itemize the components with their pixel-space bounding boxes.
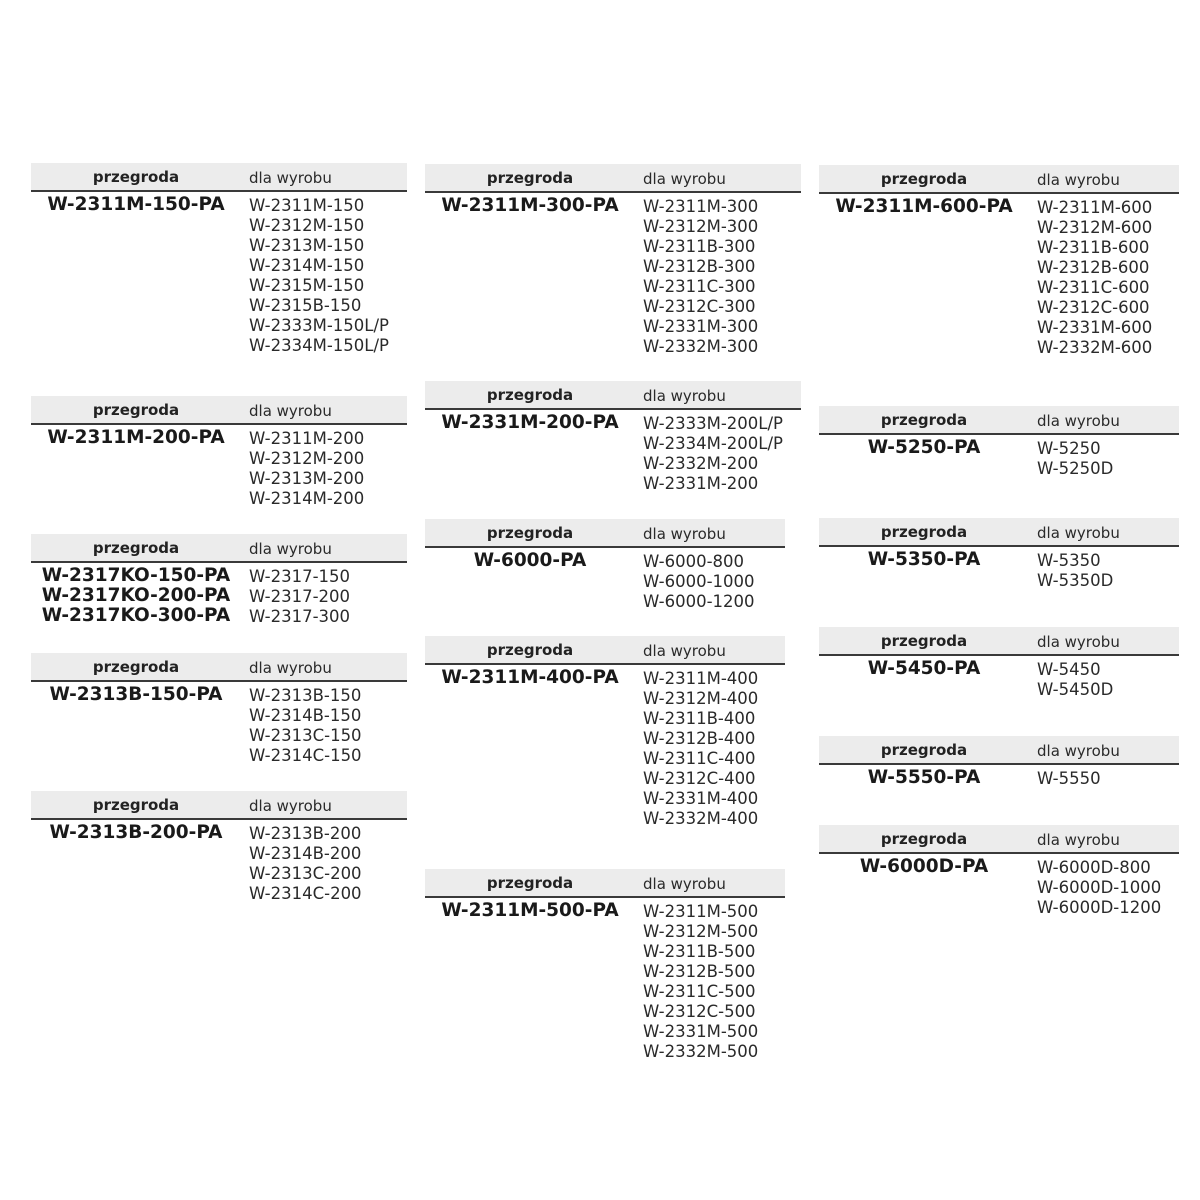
product-code: W-2314B-150 [249, 706, 362, 725]
product-code: W-2312B-600 [1037, 258, 1150, 277]
product-code: W-2314M-200 [249, 489, 365, 508]
part-number: W-2331M-200-PA [441, 412, 619, 433]
table-header [819, 825, 1179, 854]
product-code: W-2317-300 [249, 607, 351, 626]
product-list [249, 567, 350, 627]
product-code: W-6000-800 [643, 552, 745, 571]
product-code: W-2317-200 [249, 587, 351, 606]
product-code: W-6000-1000 [643, 572, 755, 591]
table-header [31, 534, 407, 563]
product-code: W-5550 [1037, 769, 1101, 788]
product-code: W-2311B-500 [643, 942, 756, 961]
header-part-label: przegroda [880, 632, 968, 650]
product-code: W-2331M-600 [1037, 318, 1153, 337]
product-code: W-2311M-300 [643, 197, 759, 216]
product-code: W-2317-150 [249, 567, 351, 586]
product-code: W-2311M-150 [249, 196, 365, 215]
header-product-label: dla wyrobu [1037, 524, 1120, 542]
part-numbers [819, 857, 1029, 877]
part-number: W-5350-PA [867, 549, 981, 570]
product-list [643, 197, 758, 357]
header-product-label: dla wyrobu [1037, 412, 1120, 430]
header-product-label: dla wyrobu [643, 387, 726, 405]
product-code: W-2314C-200 [249, 884, 362, 903]
product-code: W-2312C-500 [643, 1002, 756, 1021]
product-list [249, 686, 362, 766]
product-list [643, 552, 755, 612]
part-numbers [425, 413, 635, 433]
header-part-label: przegroda [880, 411, 968, 429]
table-header [31, 163, 407, 192]
product-code: W-2311C-400 [643, 749, 756, 768]
table-header [819, 736, 1179, 765]
header-product-label: dla wyrobu [1037, 171, 1120, 189]
header-part-label: przegroda [486, 524, 574, 542]
spec-table [819, 518, 1179, 595]
product-code: W-2311M-600 [1037, 198, 1153, 217]
header-product-label: dla wyrobu [1037, 831, 1120, 849]
spec-table [425, 519, 785, 616]
product-code: W-2312B-400 [643, 729, 756, 748]
table-body [425, 665, 785, 833]
header-part-label: przegroda [92, 796, 180, 814]
product-code: W-2331M-200 [643, 474, 759, 493]
product-code: W-2332M-400 [643, 809, 759, 828]
product-code: W-2312B-300 [643, 257, 756, 276]
part-numbers [819, 438, 1029, 458]
product-list [1037, 660, 1113, 700]
product-code: W-2331M-400 [643, 789, 759, 808]
header-product-label: dla wyrobu [643, 525, 726, 543]
product-list [643, 902, 758, 1062]
product-code: W-2314B-200 [249, 844, 362, 863]
part-number: W-2311M-150-PA [47, 194, 225, 215]
part-number: W-2311M-200-PA [47, 427, 225, 448]
product-list [1037, 769, 1101, 789]
part-numbers [31, 823, 241, 843]
product-list [1037, 551, 1113, 591]
product-code: W-5250D [1037, 459, 1114, 478]
product-code: W-2333M-150L/P [249, 316, 389, 335]
header-product-label: dla wyrobu [1037, 633, 1120, 651]
table-body [31, 425, 407, 513]
product-code: W-2315B-150 [249, 296, 362, 315]
product-code: W-2332M-200 [643, 454, 759, 473]
header-part-label: przegroda [880, 170, 968, 188]
product-code: W-2333M-200L/P [643, 414, 783, 433]
product-code: W-2311C-300 [643, 277, 756, 296]
product-code: W-2312M-600 [1037, 218, 1153, 237]
header-part-label: przegroda [92, 401, 180, 419]
table-header [31, 653, 407, 682]
part-number: W-2311M-400-PA [441, 667, 619, 688]
table-body [819, 656, 1179, 704]
header-product-label: dla wyrobu [643, 875, 726, 893]
product-code: W-2311B-400 [643, 709, 756, 728]
part-number: W-2313B-150-PA [49, 684, 223, 705]
spec-table [31, 791, 407, 908]
product-code: W-6000D-800 [1037, 858, 1151, 877]
product-code: W-2312M-400 [643, 689, 759, 708]
part-number: W-6000-PA [473, 550, 587, 571]
header-product-label: dla wyrobu [249, 169, 332, 187]
product-code: W-2332M-600 [1037, 338, 1153, 357]
table-header [31, 396, 407, 425]
part-numbers [31, 566, 241, 626]
table-header [31, 791, 407, 820]
header-part-label: przegroda [92, 658, 180, 676]
spec-table [819, 406, 1179, 483]
table-body [425, 548, 785, 616]
table-body [819, 547, 1179, 595]
spec-table [31, 534, 407, 631]
header-part-label: przegroda [486, 169, 574, 187]
header-part-label: przegroda [486, 386, 574, 404]
product-code: W-2311M-400 [643, 669, 759, 688]
part-numbers [31, 428, 241, 448]
header-part-label: przegroda [880, 830, 968, 848]
product-code: W-2313M-200 [249, 469, 365, 488]
product-code: W-2332M-500 [643, 1042, 759, 1061]
spec-table [425, 869, 785, 1066]
part-numbers [819, 659, 1029, 679]
product-code: W-2311C-500 [643, 982, 756, 1001]
part-number: W-2317KO-200-PA [41, 585, 231, 606]
product-code: W-2313C-150 [249, 726, 362, 745]
part-numbers [425, 551, 635, 571]
table-body [31, 563, 407, 631]
product-code: W-6000D-1200 [1037, 898, 1162, 917]
table-body [819, 854, 1179, 922]
part-numbers [31, 195, 241, 215]
product-list [1037, 439, 1113, 479]
table-header [819, 406, 1179, 435]
table-body [31, 192, 407, 360]
product-code: W-2331M-300 [643, 317, 759, 336]
product-code: W-2311C-600 [1037, 278, 1150, 297]
spec-table [819, 825, 1179, 922]
part-numbers [819, 550, 1029, 570]
table-body [31, 820, 407, 908]
header-part-label: przegroda [92, 539, 180, 557]
product-code: W-5450 [1037, 660, 1101, 679]
part-number: W-2317KO-150-PA [41, 565, 231, 586]
header-part-label: przegroda [880, 523, 968, 541]
product-list [1037, 198, 1152, 358]
product-code: W-2312B-500 [643, 962, 756, 981]
spec-table [819, 627, 1179, 704]
product-code: W-2334M-150L/P [249, 336, 389, 355]
product-code: W-2312M-200 [249, 449, 365, 468]
header-product-label: dla wyrobu [643, 642, 726, 660]
product-code: W-2311M-200 [249, 429, 365, 448]
product-list [643, 414, 783, 494]
part-numbers [425, 901, 635, 921]
header-product-label: dla wyrobu [249, 797, 332, 815]
product-code: W-2312C-600 [1037, 298, 1150, 317]
product-code: W-2313C-200 [249, 864, 362, 883]
part-number: W-5550-PA [867, 767, 981, 788]
product-code: W-2312M-500 [643, 922, 759, 941]
spec-table [31, 163, 407, 360]
header-part-label: przegroda [92, 168, 180, 186]
table-body [31, 682, 407, 770]
product-code: W-2312M-150 [249, 216, 365, 235]
product-code: W-2313B-150 [249, 686, 362, 705]
product-code: W-2312C-300 [643, 297, 756, 316]
table-header [425, 519, 785, 548]
product-code: W-2314M-150 [249, 256, 365, 275]
spec-table [31, 653, 407, 770]
part-number: W-2311M-600-PA [835, 196, 1013, 217]
part-number: W-5450-PA [867, 658, 981, 679]
product-code: W-6000-1200 [643, 592, 755, 611]
product-code: W-5450D [1037, 680, 1114, 699]
part-number: W-2311M-500-PA [441, 900, 619, 921]
spec-table [425, 381, 801, 498]
part-numbers [425, 668, 635, 688]
product-code: W-2311B-600 [1037, 238, 1150, 257]
header-part-label: przegroda [880, 741, 968, 759]
part-number: W-6000D-PA [859, 856, 989, 877]
part-numbers [819, 768, 1029, 788]
header-part-label: przegroda [486, 874, 574, 892]
spec-table [31, 396, 407, 513]
product-list [643, 669, 758, 829]
header-product-label: dla wyrobu [1037, 742, 1120, 760]
part-numbers [819, 197, 1029, 217]
product-code: W-2311B-300 [643, 237, 756, 256]
product-code: W-2331M-500 [643, 1022, 759, 1041]
header-product-label: dla wyrobu [249, 402, 332, 420]
table-body [425, 410, 801, 498]
part-number: W-2311M-300-PA [441, 195, 619, 216]
product-code: W-2334M-200L/P [643, 434, 783, 453]
spec-table [819, 165, 1179, 362]
product-list [1037, 858, 1161, 918]
product-code: W-6000D-1000 [1037, 878, 1162, 897]
table-header [819, 518, 1179, 547]
header-product-label: dla wyrobu [643, 170, 726, 188]
table-body [819, 435, 1179, 483]
product-list [249, 824, 362, 904]
table-header [425, 381, 801, 410]
product-code: W-5350 [1037, 551, 1101, 570]
spec-table [425, 164, 801, 361]
product-code: W-5250 [1037, 439, 1101, 458]
product-list [249, 429, 364, 509]
table-header [425, 164, 801, 193]
table-body [819, 765, 1179, 793]
product-code: W-5350D [1037, 571, 1114, 590]
table-body [425, 898, 785, 1066]
product-code: W-2314C-150 [249, 746, 362, 765]
product-code: W-2313B-200 [249, 824, 362, 843]
table-body [425, 193, 801, 361]
part-numbers [31, 685, 241, 705]
product-code: W-2332M-300 [643, 337, 759, 356]
header-product-label: dla wyrobu [249, 659, 332, 677]
table-header [819, 165, 1179, 194]
product-code: W-2313M-150 [249, 236, 365, 255]
product-code: W-2311M-500 [643, 902, 759, 921]
spec-table [425, 636, 785, 833]
product-code: W-2312C-400 [643, 769, 756, 788]
table-header [819, 627, 1179, 656]
table-header [425, 636, 785, 665]
product-code: W-2312M-300 [643, 217, 759, 236]
part-number: W-2317KO-300-PA [41, 605, 231, 626]
part-number: W-2313B-200-PA [49, 822, 223, 843]
spec-table [819, 736, 1179, 793]
header-product-label: dla wyrobu [249, 540, 332, 558]
product-code: W-2315M-150 [249, 276, 365, 295]
table-header [425, 869, 785, 898]
product-list [249, 196, 389, 356]
header-part-label: przegroda [486, 641, 574, 659]
table-body [819, 194, 1179, 362]
part-number: W-5250-PA [867, 437, 981, 458]
part-numbers [425, 196, 635, 216]
